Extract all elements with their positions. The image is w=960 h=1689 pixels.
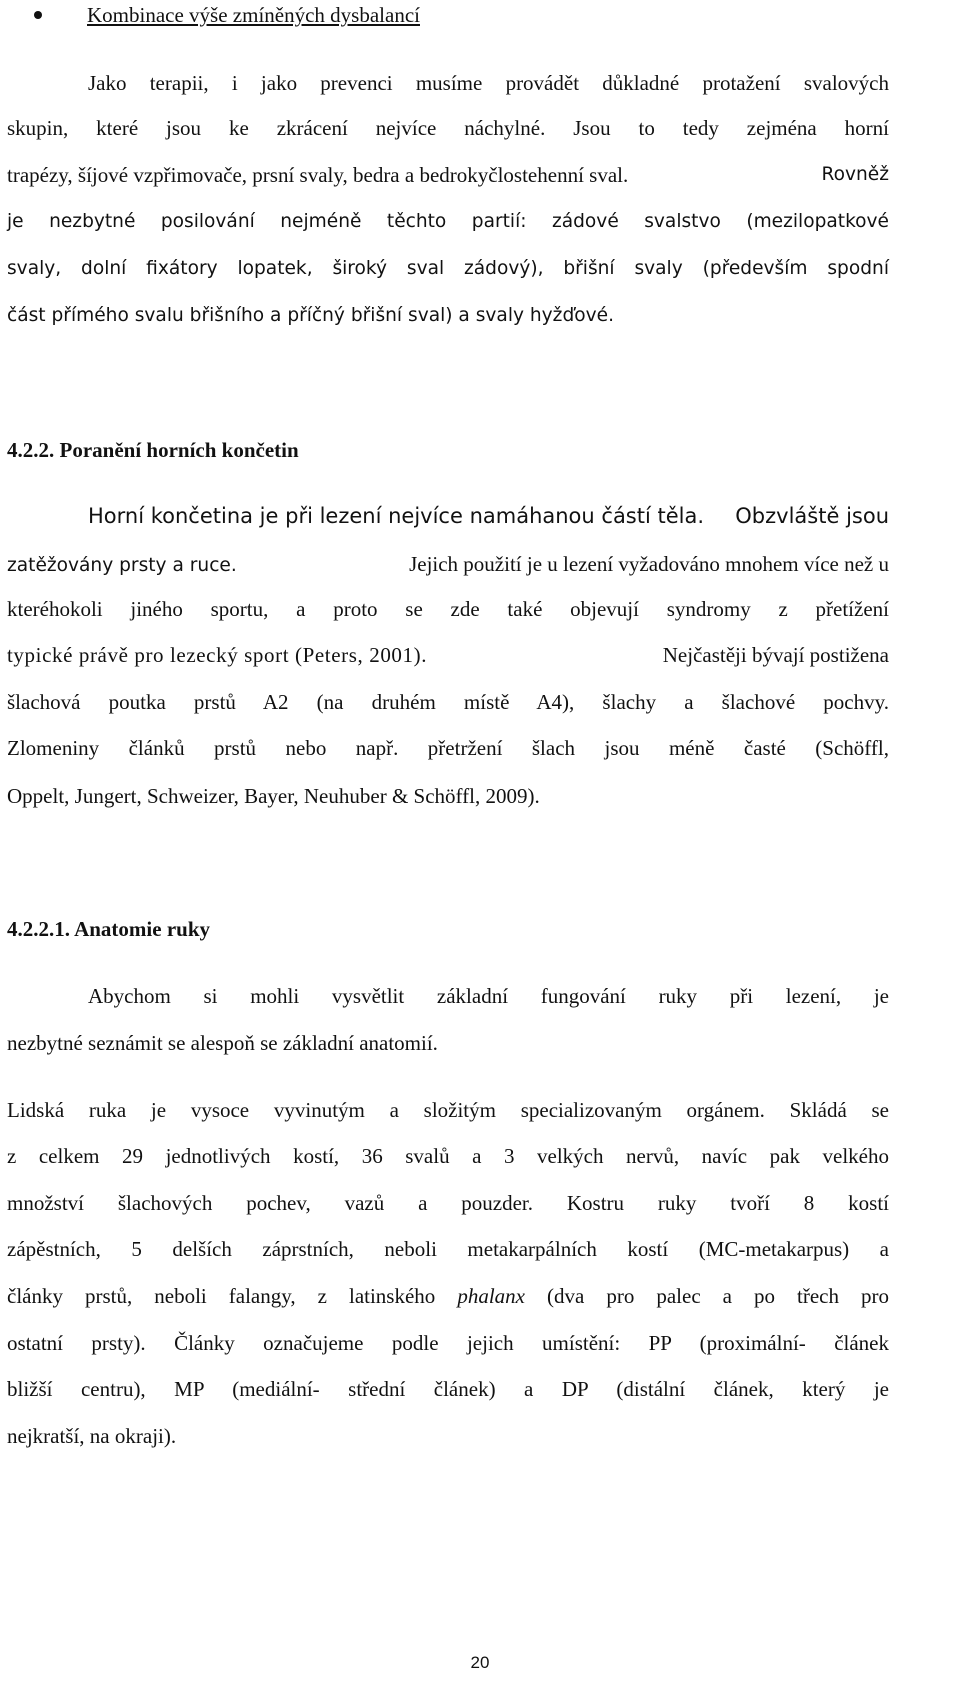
paragraph-text: Horní končetina je při lezení nejvíce namáhanou částí těla.	[88, 504, 705, 528]
section-heading: 4.2.2. Poranění horních končetin	[7, 438, 299, 462]
paragraph-line: Oppelt, Jungert, Schweizer, Bayer, Neuhuber & Schöffl, 2009).	[7, 784, 540, 808]
paragraph-text: zatěžovány prsty a ruce.	[7, 555, 237, 576]
paragraph-text: Rovněž	[821, 164, 889, 185]
bullet-text: Kombinace výše zmíněných dysbalancí	[87, 3, 420, 27]
subsection-heading: 4.2.2.1. Anatomie ruky	[7, 917, 211, 941]
paragraph-line	[7, 551, 889, 579]
paragraph-line	[7, 642, 889, 668]
paragraph-text: Nejčastěji bývají postižena	[662, 643, 889, 667]
paragraph-line: Jako terapii, i jako prevenci musíme provádět důkladné protažení svalových	[88, 71, 889, 95]
paragraph-line	[7, 1283, 889, 1309]
paragraph-line: Zlomeniny článků prstů nebo např. přetržení šlach jsou méně časté (Schöffl,	[7, 736, 889, 760]
paragraph-text: typické právě pro lezecký sport (Peters, 2001).	[7, 643, 428, 667]
paragraph-line: skupin, které jsou ke zkrácení nejvíce náchylné. Jsou to tedy zejména horní	[7, 116, 889, 140]
page-number: 20	[470, 1653, 490, 1672]
paragraph-text: Jejich použití je u lezení vyžadováno mnohem více než u	[409, 552, 889, 576]
paragraph-line: Abychom si mohli vysvětlit základní fungování ruky při lezení, je	[88, 984, 889, 1008]
paragraph-line: nejkratší, na okraji).	[7, 1424, 177, 1448]
paragraph-text: články prstů, neboli falangy, z latinského	[7, 1284, 458, 1308]
paragraph-line: množství šlachových pochev, vazů a pouzder. Kostru ruky tvoří 8 kostí	[7, 1191, 889, 1215]
italic-term: phalanx	[457, 1284, 525, 1308]
paragraph-line: kteréhokoli jiného sportu, a proto se zde také objevují syndromy z přetížení	[7, 597, 889, 621]
paragraph-text: (dva pro palec a po třech pro	[524, 1284, 889, 1308]
paragraph-line	[88, 503, 889, 529]
paragraph-line: zápěstních, 5 delších záprstních, neboli metakarpálních kostí (MC-metakarpus) a	[7, 1237, 889, 1261]
paragraph-line: je nezbytné posilování nejméně těchto partií: zádové svalstvo (mezilopatkové	[7, 211, 889, 232]
bullet-dot-icon	[34, 11, 42, 19]
paragraph-line	[7, 162, 889, 188]
paragraph-line: ostatní prsty). Články označujeme podle jejich umístění: PP (proximální- článek	[7, 1331, 889, 1355]
paragraph-line: nezbytné seznámit se alespoň se základní anatomií.	[7, 1031, 438, 1055]
paragraph-line: Lidská ruka je vysoce vyvinutým a složitým specializovaným orgánem. Skládá se	[7, 1098, 889, 1122]
paragraph-text: Obzvláště jsou	[735, 504, 889, 528]
paragraph-line: svaly, dolní fixátory lopatek, široký sval zádový), břišní svaly (především spodní	[7, 258, 889, 279]
paragraph-line: bližší centru), MP (mediální- střední článek) a DP (distální článek, který je	[7, 1377, 889, 1401]
paragraph-line: z celkem 29 jednotlivých kostí, 36 svalů a 3 velkých nervů, navíc pak velkého	[7, 1144, 889, 1168]
paragraph-line: šlachová poutka prstů A2 (na druhém místě A4), šlachy a šlachové pochvy.	[7, 690, 889, 714]
paragraph-line: část přímého svalu břišního a příčný břišní sval) a svaly hyžďové.	[7, 305, 614, 326]
paragraph-text: trapézy, šíjové vzpřimovače, prsní svaly, bedra a bedrokyčlostehenní sval.	[7, 163, 629, 187]
